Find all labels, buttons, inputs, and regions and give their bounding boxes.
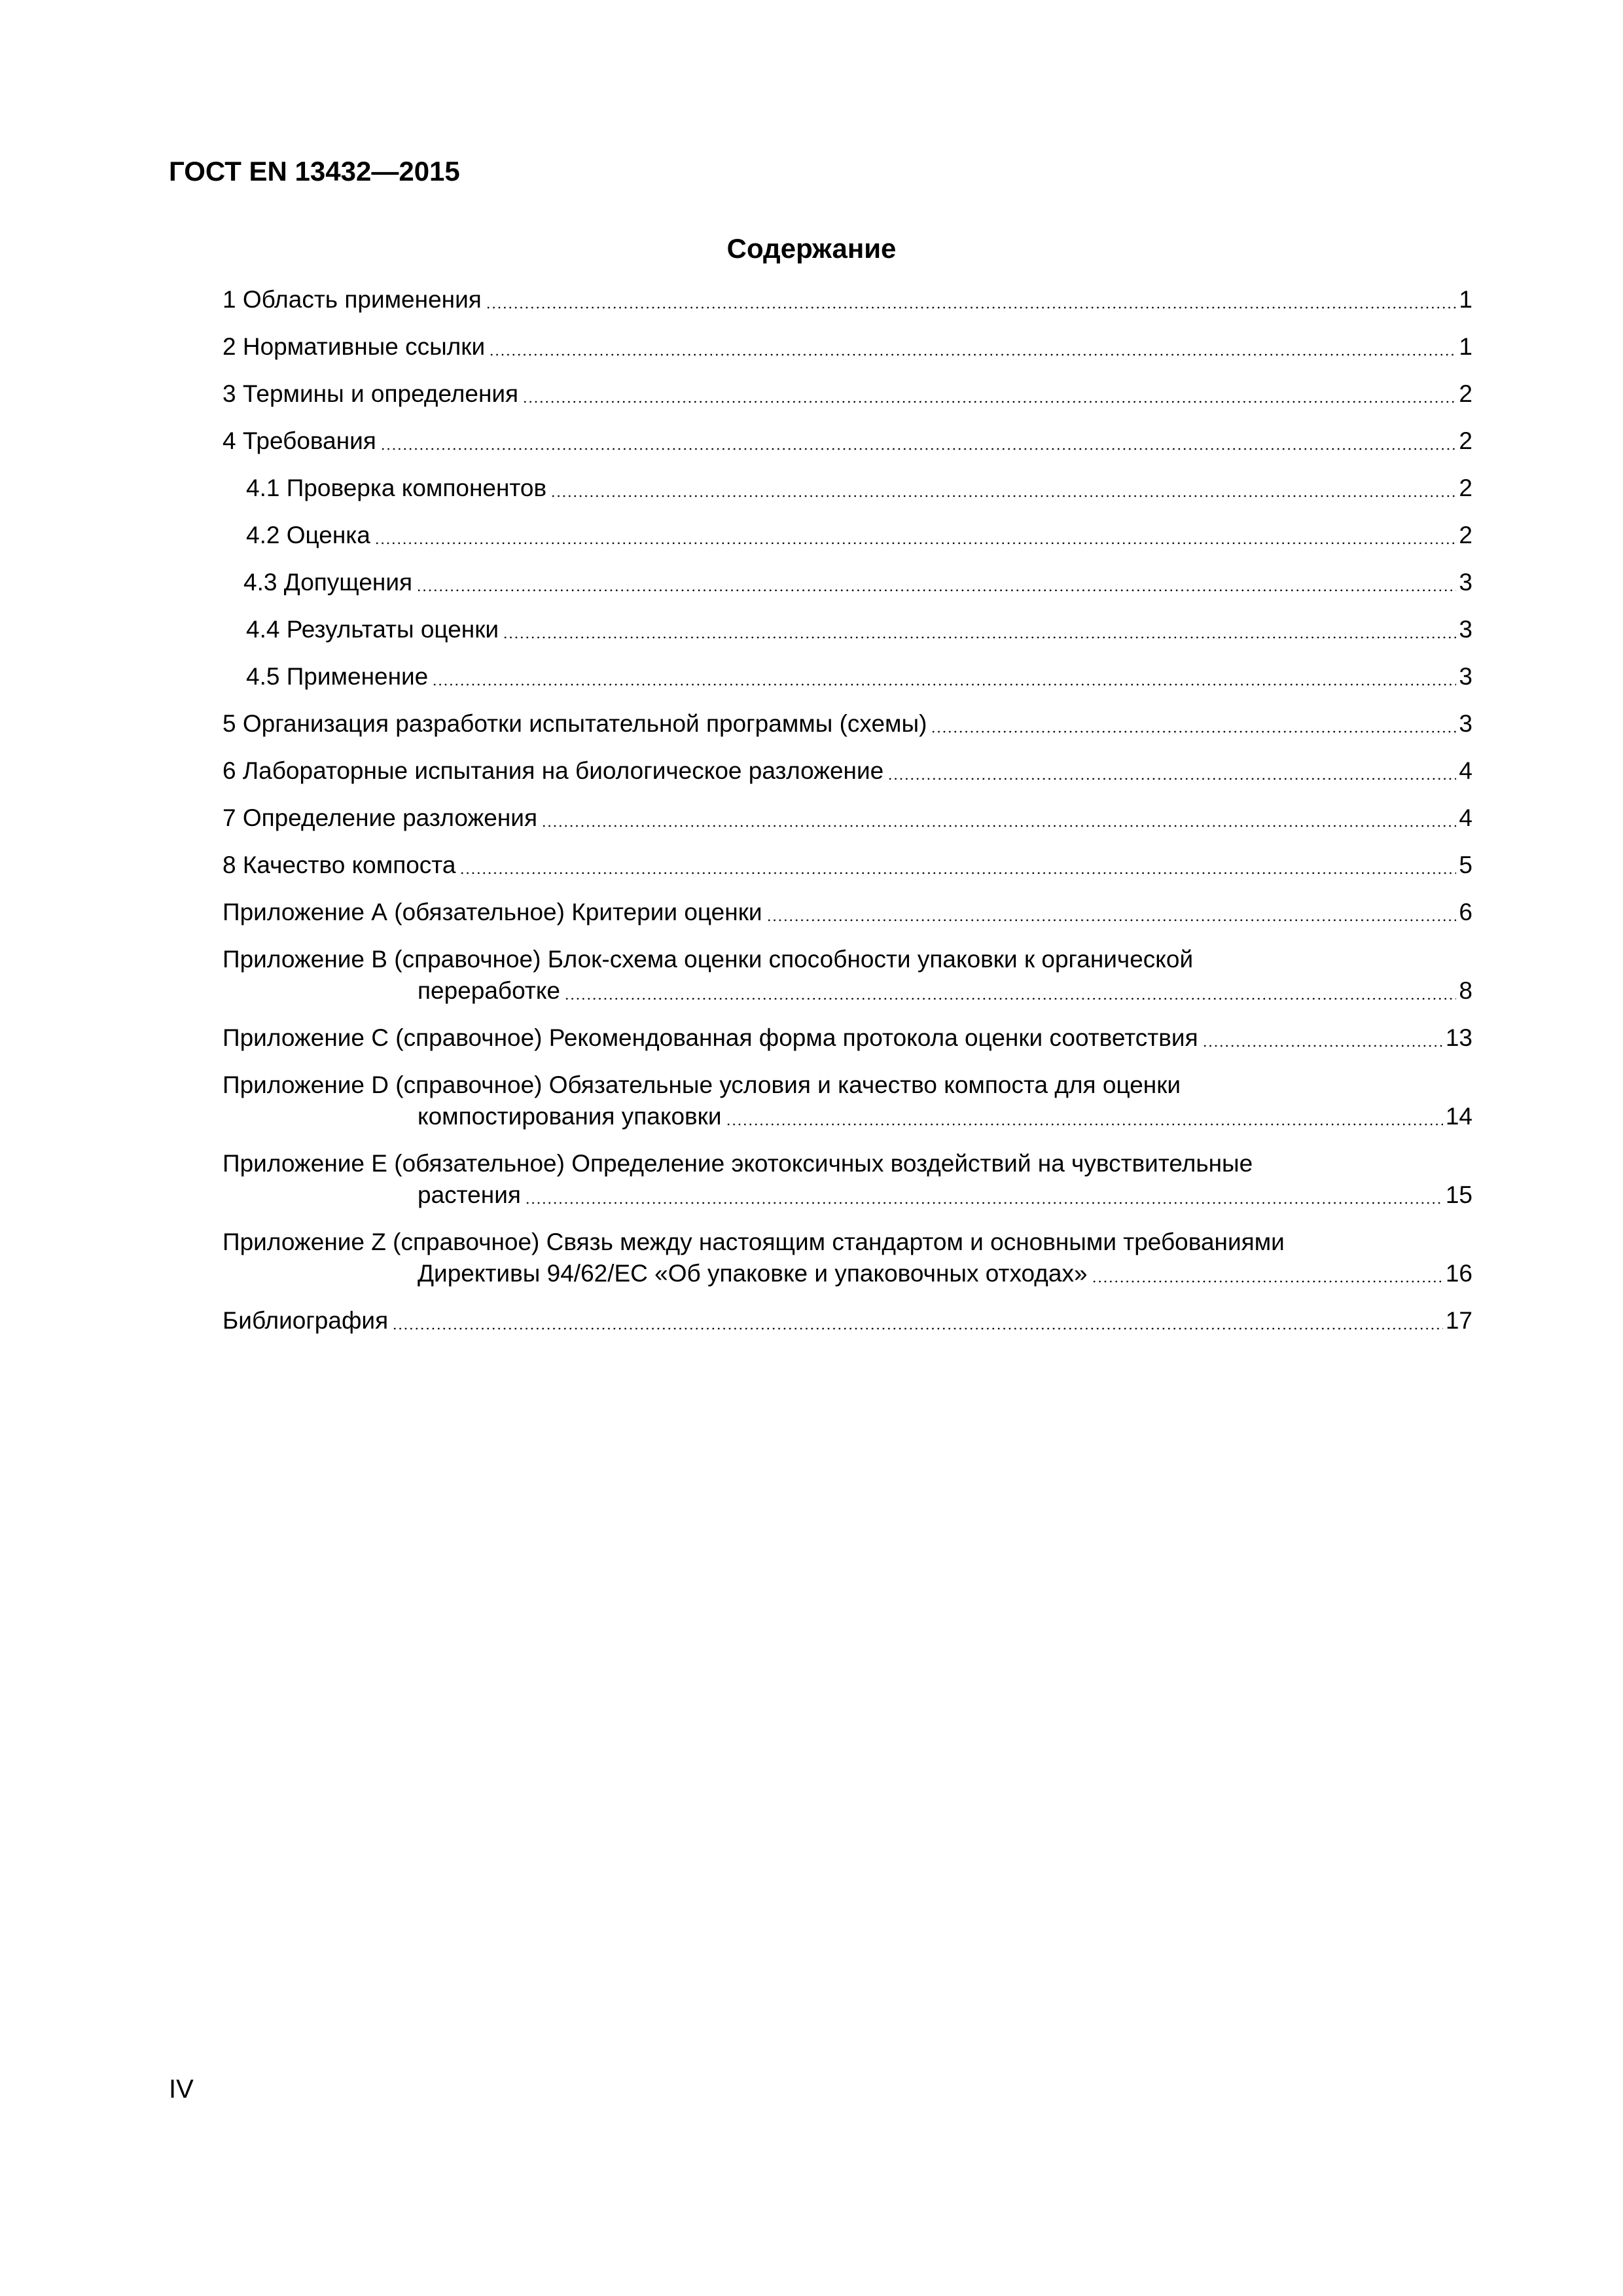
toc-entry-label: 8 Качество компоста xyxy=(223,852,456,878)
toc-entry-label: 4.4 Результаты оценки xyxy=(246,616,499,643)
toc-entry-label: Приложение А (обязательное) Критерии оценки xyxy=(223,899,762,925)
toc-entry-continuation-line xyxy=(418,1258,1472,1289)
toc-entry-2-references[interactable] xyxy=(223,331,1472,378)
toc-entry-4-requirements[interactable] xyxy=(223,425,1472,473)
toc-entry-7-disintegration[interactable] xyxy=(223,802,1472,850)
toc-entry-label: 2 Нормативные ссылки xyxy=(223,333,486,360)
toc-entry-annex-e[interactable] xyxy=(223,1148,1472,1227)
toc-entry-label: Приложение Е (обязательное) Определение экотоксичных воздействий на чувствительные xyxy=(223,1150,1253,1177)
toc-entry-continuation: растения xyxy=(418,1181,521,1208)
toc-entry-label: 3 Термины и определения xyxy=(223,380,519,407)
toc-entry-4-1-components[interactable] xyxy=(223,473,1472,520)
toc-entry-annex-b[interactable] xyxy=(223,944,1472,1022)
toc-entry-page: 5 xyxy=(1459,852,1472,878)
toc-entry-4-5-application[interactable] xyxy=(223,661,1472,708)
toc-entry-page: 3 xyxy=(1459,616,1472,643)
toc-entry-page: 14 xyxy=(1445,1103,1472,1130)
dot-leader xyxy=(374,542,1457,545)
toc-entry-page: 17 xyxy=(1445,1307,1472,1334)
toc-entry-page: 2 xyxy=(1459,475,1472,501)
toc-entry-1-scope[interactable] xyxy=(223,284,1472,331)
dot-leader xyxy=(887,778,1456,780)
toc-entry-page: 3 xyxy=(1459,710,1472,737)
toc-entry-label: 5 Организация разработки испытательной программы (схемы) xyxy=(223,710,927,737)
toc-entry-label: Приложение D (справочное) Обязательные условия и качество компоста для оценки xyxy=(223,1071,1181,1098)
dot-leader xyxy=(486,306,1457,309)
dot-leader xyxy=(432,683,1456,686)
toc-entry-4-3-assumptions[interactable] xyxy=(223,567,1472,614)
toc-entry-page: 13 xyxy=(1445,1024,1472,1051)
toc-entry-page: 16 xyxy=(1445,1260,1472,1287)
dot-leader xyxy=(525,1202,1443,1204)
toc-entry-bibliography[interactable] xyxy=(223,1305,1472,1352)
table-of-contents xyxy=(223,284,1472,1352)
toc-entry-label: 1 Область применения xyxy=(223,286,482,313)
toc-entry-continuation-line xyxy=(418,1179,1472,1211)
toc-entry-continuation: Директивы 94/62/ЕС «Об упаковке и упаковочных отходах» xyxy=(418,1260,1088,1287)
toc-entry-label: 4.2 Оценка xyxy=(246,522,370,548)
toc-entry-3-terms[interactable] xyxy=(223,378,1472,425)
toc-entry-annex-c[interactable] xyxy=(223,1022,1472,1069)
toc-entry-page: 8 xyxy=(1459,977,1472,1004)
toc-entry-4-2-evaluation[interactable] xyxy=(223,520,1472,567)
toc-heading: Содержание xyxy=(726,233,897,264)
toc-entry-annex-a[interactable] xyxy=(223,897,1472,944)
dot-leader xyxy=(416,589,1456,592)
toc-entry-continuation: компостирования упаковки xyxy=(418,1103,722,1130)
toc-entry-label: 7 Определение разложения xyxy=(223,804,537,831)
dot-leader xyxy=(392,1327,1443,1330)
toc-entry-page: 3 xyxy=(1459,663,1472,690)
toc-entry-continuation: переработке xyxy=(418,977,561,1004)
dot-leader xyxy=(522,401,1456,403)
document-code: ГОСТ EN 13432—2015 xyxy=(169,156,460,187)
dot-leader xyxy=(564,997,1456,1000)
toc-entry-label: Приложение В (справочное) Блок-схема оценки способности упаковки к органической xyxy=(223,946,1194,973)
dot-leader xyxy=(550,495,1456,497)
toc-entry-label: Библиография xyxy=(223,1307,389,1334)
toc-entry-annex-z[interactable] xyxy=(223,1227,1472,1305)
toc-entry-5-test-program[interactable] xyxy=(223,708,1472,755)
toc-entry-page: 2 xyxy=(1459,427,1472,454)
toc-entry-6-lab-tests[interactable] xyxy=(223,755,1472,802)
toc-entry-page: 1 xyxy=(1459,286,1472,313)
dot-leader xyxy=(726,1123,1443,1126)
toc-entry-page: 15 xyxy=(1445,1181,1472,1208)
toc-entry-label: Приложение С (справочное) Рекомендованная форма протокола оценки соответствия xyxy=(223,1024,1198,1051)
toc-entry-page: 4 xyxy=(1459,804,1472,831)
toc-entry-page: 4 xyxy=(1459,757,1472,784)
dot-leader xyxy=(503,636,1456,639)
dot-leader xyxy=(459,872,1456,874)
dot-leader xyxy=(1202,1045,1443,1047)
toc-entry-8-compost-quality[interactable] xyxy=(223,850,1472,897)
page-number: IV xyxy=(169,2075,194,2104)
toc-entry-page: 3 xyxy=(1459,569,1472,596)
dot-leader xyxy=(380,448,1457,450)
toc-entry-continuation-line xyxy=(418,1101,1472,1132)
toc-entry-page: 2 xyxy=(1459,380,1472,407)
dot-leader xyxy=(489,353,1456,356)
toc-entry-continuation-line xyxy=(418,975,1472,1007)
toc-entry-page: 2 xyxy=(1459,522,1472,548)
toc-entry-annex-d[interactable] xyxy=(223,1069,1472,1148)
dot-leader xyxy=(931,730,1456,733)
dot-leader xyxy=(541,825,1456,827)
toc-entry-label: 4 Требования xyxy=(223,427,376,454)
toc-entry-label: 4.1 Проверка компонентов xyxy=(246,475,547,501)
dot-leader xyxy=(1092,1280,1443,1283)
toc-entry-page: 1 xyxy=(1459,333,1472,360)
toc-entry-label: 4.3 Допущения xyxy=(243,569,413,596)
dot-leader xyxy=(766,919,1457,922)
toc-entry-label: 4.5 Применение xyxy=(246,663,429,690)
toc-entry-page: 6 xyxy=(1459,899,1472,925)
toc-entry-label: 6 Лабораторные испытания на биологическое разложение xyxy=(223,757,884,784)
toc-entry-4-4-results[interactable] xyxy=(223,614,1472,661)
toc-entry-label: Приложение Z (справочное) Связь между настоящим стандартом и основными требованиями xyxy=(223,1229,1285,1255)
